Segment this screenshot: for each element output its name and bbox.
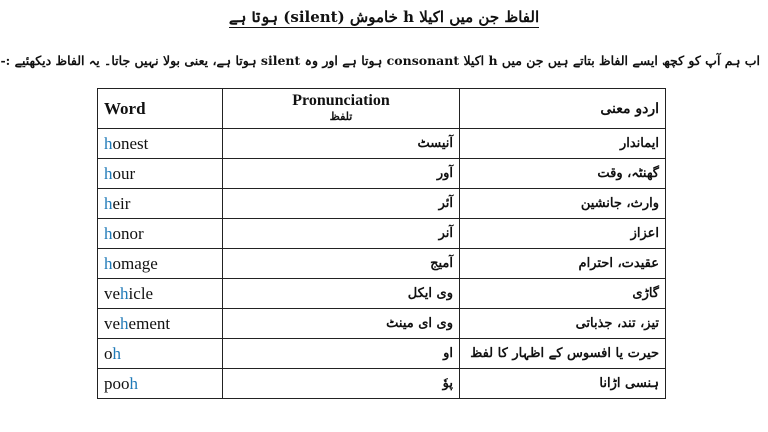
pronunciation-cell: آور [223, 159, 460, 189]
silent-h-letter: h [120, 283, 129, 303]
silent-h-letter: h [120, 313, 129, 333]
table-row [98, 249, 666, 279]
silent-h-letter: h [104, 193, 113, 213]
meaning-cell: ہنسی اڑانا [460, 369, 666, 399]
meaning-cell: گھنٹہ، وقت [460, 159, 666, 189]
intro-paragraph: اب ہم آپ کو کچھ ایسے الفاظ بتاتے ہیں جن میں h اکیلا consonant ہوتا ہے اور وہ silent ہوتا ہے، یعنی بولا نہیں جاتا۔ یہ الفاظ دیکھئیے :- [0, 53, 760, 68]
silent-h-letter: h [104, 253, 113, 273]
table-row [98, 309, 666, 339]
word-cell [98, 219, 223, 249]
header-meaning: اردو معنی [460, 89, 666, 129]
silent-h-letter: h [104, 163, 113, 183]
meaning-cell: گاڑی [460, 279, 666, 309]
silent-h-table [97, 88, 666, 399]
pronunciation-cell: آنر [223, 219, 460, 249]
word-part-before: ve [104, 283, 121, 303]
table-row [98, 339, 666, 369]
word-part-after: omage [112, 253, 158, 273]
meaning-cell: ایماندار [460, 129, 666, 159]
header-word: Word [98, 89, 223, 129]
word-part-after: onor [112, 223, 144, 243]
word-part-after: onest [112, 133, 149, 153]
pronunciation-cell: او [223, 339, 460, 369]
page-title [0, 8, 768, 26]
meaning-cell: عقیدت، احترام [460, 249, 666, 279]
pronunciation-cell: وی ایکل [223, 279, 460, 309]
silent-h-letter: h [104, 133, 113, 153]
pronunciation-cell: وی ای مینٹ [223, 309, 460, 339]
header-pronunciation [223, 89, 460, 129]
pronunciation-cell: آمیج [223, 249, 460, 279]
word-part-before: o [104, 343, 113, 363]
word-cell [98, 309, 223, 339]
silent-h-letter: h [104, 223, 113, 243]
pronunciation-cell: آنیسٹ [223, 129, 460, 159]
table-row [98, 279, 666, 309]
word-part-before: poo [104, 373, 130, 393]
word-cell [98, 339, 223, 369]
meaning-cell: اعزاز [460, 219, 666, 249]
silent-h-letter: h [112, 343, 121, 363]
table-row [98, 189, 666, 219]
table-row [98, 369, 666, 399]
table-header-row [98, 89, 666, 129]
meaning-cell: تیز، تند، جذباتی [460, 309, 666, 339]
page-title-text: الفاظ جن میں اکیلا h خاموش (silent) ہوتا ہے [228, 8, 540, 26]
word-cell [98, 279, 223, 309]
meaning-cell: وارث، جانشین [460, 189, 666, 219]
pronunciation-cell: پوٗ [223, 369, 460, 399]
table-row [98, 129, 666, 159]
word-part-after: eir [112, 193, 131, 213]
word-cell [98, 249, 223, 279]
meaning-cell: حیرت یا افسوس کے اظہار کا لفظ [460, 339, 666, 369]
word-cell [98, 369, 223, 399]
word-part-after: our [112, 163, 136, 183]
word-part-before: ve [104, 313, 121, 333]
word-part-after: ement [128, 313, 171, 333]
header-pronunciation-urdu: تلفظ [329, 110, 353, 123]
header-pronunciation-english: Pronunciation [292, 91, 390, 109]
table-row [98, 219, 666, 249]
pronunciation-cell: آئر [223, 189, 460, 219]
silent-h-letter: h [129, 373, 138, 393]
table-row [98, 159, 666, 189]
word-cell [98, 129, 223, 159]
word-part-after: icle [128, 283, 154, 303]
word-cell [98, 189, 223, 219]
word-cell [98, 159, 223, 189]
